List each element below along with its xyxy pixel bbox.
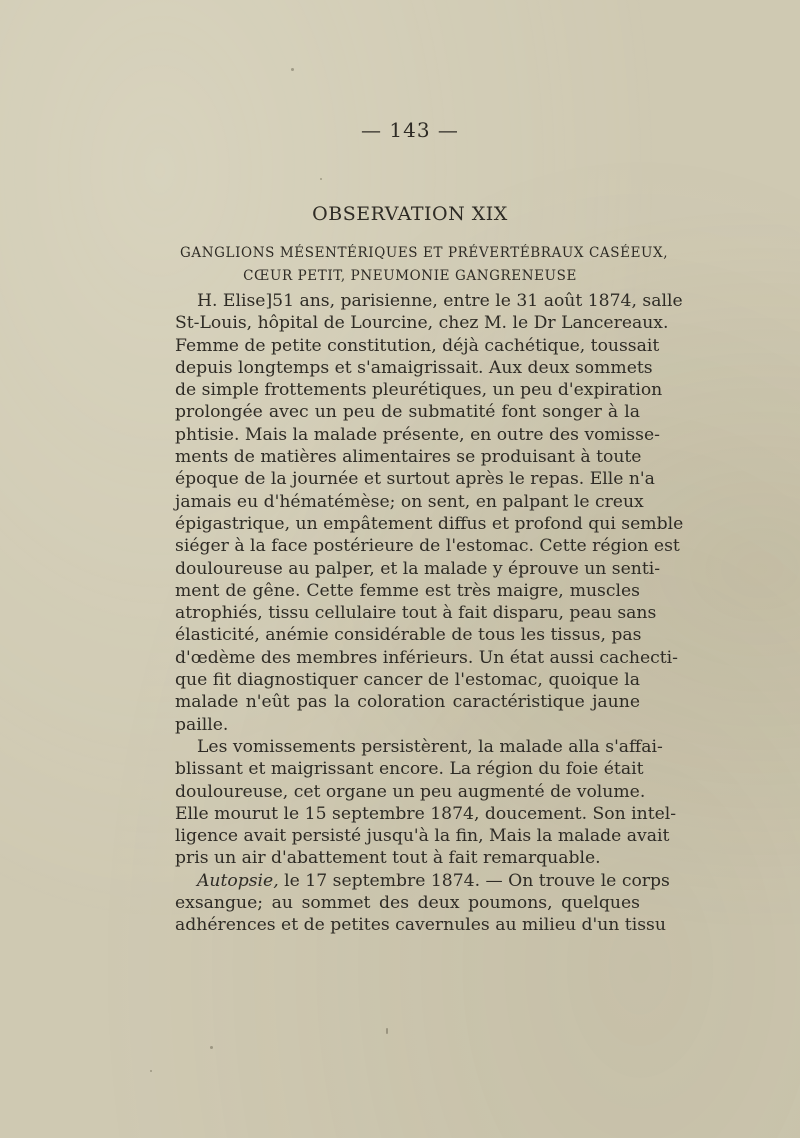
body-line: que fit diagnostiquer cancer de l'estomac, quoique la	[175, 670, 640, 691]
paper-speck	[386, 1028, 388, 1034]
body-line: blissant et maigrissant encore. La région du foie était	[175, 759, 644, 780]
body-line: Femme de petite constitution, déjà cachétique, toussait	[175, 335, 660, 356]
paper-speck	[150, 1070, 152, 1072]
body-line: paille.	[175, 714, 229, 735]
body-line: siéger à la face postérieure de l'estomac. Cette région est	[175, 536, 680, 557]
body-line-autopsie	[175, 870, 670, 892]
body-line: prolongée avec un peu de submatité font songer à la	[175, 402, 640, 423]
body-line: élasticité, anémie considérable de tous les tissus, pas	[175, 625, 642, 646]
body-line: H. Elise]51 ans, parisienne, entre le 31 août 1874, salle	[197, 291, 683, 311]
paper-speck	[291, 68, 294, 71]
body-line: ments de matières alimentaires se produisant à toute	[175, 447, 642, 468]
body-text	[175, 290, 684, 937]
body-line: d'œdème des membres inférieurs. Un état aussi cachecti-	[175, 647, 678, 668]
subtitle-line-2: CŒUR PETIT, PNEUMONIE GANGRENEUSE	[243, 268, 577, 284]
body-line: époque de la journée et surtout après le repas. Elle n'a	[175, 469, 655, 490]
body-line: phtisie. Mais la malade présente, en outre des vomisse-	[175, 424, 660, 445]
autopsie-text: le 17 septembre 1874. — On trouve le corps	[284, 870, 670, 891]
observation-title: OBSERVATION XIX	[312, 203, 508, 225]
body-line: atrophiés, tissu cellulaire tout à fait disparu, peau sans	[175, 603, 657, 624]
body-line: ment de gêne. Cette femme est très maigre, muscles	[175, 580, 640, 601]
body-line: épigastrique, un empâtement diffus et profond qui semble	[175, 513, 684, 534]
body-line: ligence avait persisté jusqu'à la fin, Mais la malade avait	[175, 826, 670, 847]
autopsie-label: Autopsie,	[197, 870, 279, 891]
body-line: douloureuse, cet organe un peu augmenté de volume.	[175, 781, 646, 802]
body-line: Les vomissements persistèrent, la malade alla s'affai-	[197, 736, 663, 757]
body-line: St-Louis, hôpital de Lourcine, chez M. le Dr Lancereaux.	[175, 313, 669, 334]
paper-speck	[320, 178, 322, 180]
body-line: malade n'eût pas la coloration caractéristique jaune	[175, 692, 640, 713]
body-line: de simple frottements pleurétiques, un peu d'expiration	[175, 380, 663, 401]
paper-speck	[210, 1046, 213, 1049]
body-line: exsangue; au sommet des deux poumons, quelques	[175, 893, 640, 914]
body-line: Elle mourut le 15 septembre 1874, doucement. Son intel-	[175, 803, 677, 824]
body-line: depuis longtemps et s'amaigrissait. Aux deux sommets	[175, 357, 653, 378]
page-number: — 143 —	[361, 118, 459, 142]
subtitle-line-1: GANGLIONS MÉSENTÉRIQUES ET PRÉVERTÉBRAUX CASÉEUX,	[180, 245, 669, 261]
body-line: jamais eu d'hématémèse; on sent, en palpant le creux	[175, 491, 644, 512]
body-line: douloureuse au palper, et la malade y éprouve un senti-	[175, 558, 661, 579]
body-line: adhérences et de petites cavernules au milieu d'un tissu	[175, 915, 666, 936]
body-line: pris un air d'abattement tout à fait remarquable.	[175, 848, 601, 869]
